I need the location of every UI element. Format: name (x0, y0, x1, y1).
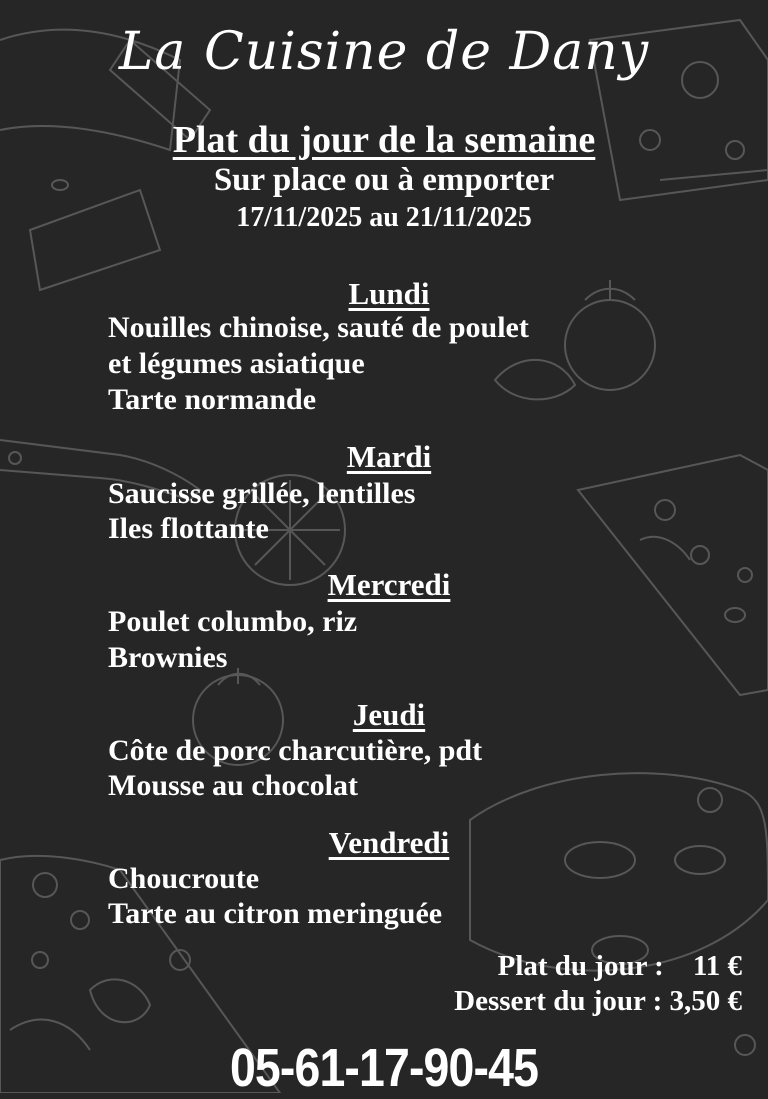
phone-number: 05-61-17-90-45 (229, 1038, 539, 1098)
dish-mardi-1: Saucisse grillée, lentilles (108, 477, 416, 510)
price-plat-du-jour: Plat du jour : 11 € (497, 950, 742, 982)
dish-mercredi-1: Poulet columbo, riz (108, 605, 358, 638)
dish-jeudi-2: Mousse au chocolat (108, 769, 358, 802)
menu-subtitle: Sur place ou à emporter (213, 162, 555, 198)
day-heading-vendredi: Vendredi (328, 825, 450, 860)
dish-vendredi-2: Tarte au citron meringuée (108, 897, 443, 930)
price-dessert-du-jour: Dessert du jour : 3,50 € (454, 985, 742, 1017)
day-heading-mardi: Mardi (346, 439, 432, 474)
menu-title: Plat du jour de la semaine (172, 119, 596, 161)
menu-dates: 17/11/2025 au 21/11/2025 (236, 202, 532, 233)
dish-lundi-2: et légumes asiatique (108, 347, 365, 380)
dish-mardi-2: Iles flottante (108, 512, 269, 545)
dish-lundi-1: Nouilles chinoise, sauté de poulet (108, 311, 529, 344)
restaurant-name: La Cuisine de Dany (118, 22, 650, 82)
dish-mercredi-2: Brownies (108, 641, 228, 674)
dish-jeudi-1: Côte de porc charcutière, pdt (108, 734, 483, 767)
dish-vendredi-1: Choucroute (108, 862, 260, 895)
day-heading-lundi: Lundi (348, 276, 430, 311)
day-heading-jeudi: Jeudi (352, 697, 426, 732)
day-heading-mercredi: Mercredi (327, 567, 451, 602)
dish-lundi-3: Tarte normande (108, 383, 317, 416)
